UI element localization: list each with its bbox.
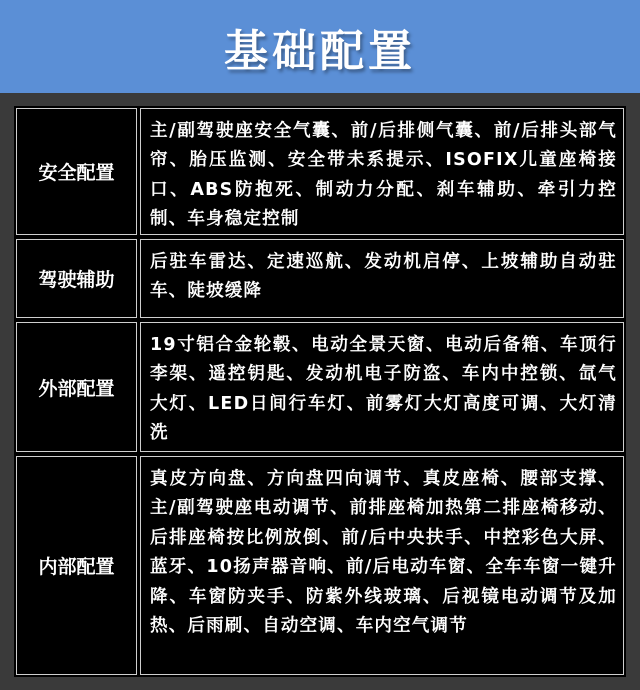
- row-content: 真皮方向盘、方向盘四向调节、真皮座椅、腰部支撑、主/副驾驶座电动调节、前排座椅加热第二排座椅移动、后排座椅按比例放倒、前/后中央扶手、中控彩色大屏、蓝牙、10扬声器音响、前/后电动车窗、全车车窗一键升降、车窗防夹手、防紫外线玻璃、后视镜电动调节及加热、后雨刷、自动空调、车内空气调节: [140, 456, 624, 675]
- row-content: 后驻车雷达、定速巡航、发动机启停、上坡辅助自动驻车、陡坡缓降: [140, 239, 624, 318]
- row-content: 主/副驾驶座安全气囊、前/后排侧气囊、前/后排头部气帘、胎压监测、安全带未系提示、ISOFIX儿童座椅接口、ABS防抱死、制动力分配、刹车辅助、牵引力控制、车身稳定控制: [140, 108, 624, 235]
- row-label: 安全配置: [16, 108, 137, 235]
- config-row-exterior: [14, 320, 626, 452]
- row-label: 外部配置: [16, 322, 137, 452]
- page-header: [0, 0, 640, 93]
- row-label: 驾驶辅助: [16, 239, 137, 318]
- config-table: [14, 106, 626, 677]
- config-row-safety: [14, 106, 626, 235]
- page-title: 基础配置: [224, 25, 416, 77]
- row-label: 内部配置: [16, 456, 137, 675]
- row-content: 19寸铝合金轮毂、电动全景天窗、电动后备箱、车顶行李架、遥控钥匙、发动机电子防盗、车内中控锁、氙气大灯、LED日间行车灯、前雾灯大灯高度可调、大灯清洗: [140, 322, 624, 452]
- config-row-interior: [14, 454, 626, 675]
- config-row-driving-assist: [14, 237, 626, 318]
